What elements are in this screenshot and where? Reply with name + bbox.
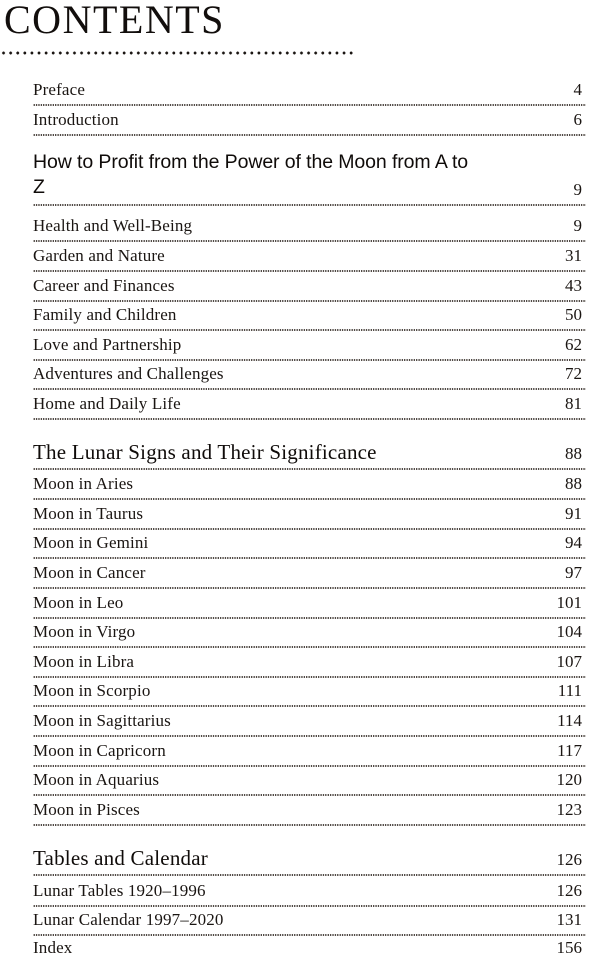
entry-label: Preface bbox=[33, 80, 86, 99]
toc-entry[interactable] bbox=[33, 335, 586, 355]
entry-label: Lunar Calendar 1997–2020 bbox=[33, 910, 224, 929]
toc-section-heading-lunar-signs[interactable] bbox=[33, 440, 586, 464]
toc-entry[interactable] bbox=[33, 533, 586, 553]
entry-page-number: 111 bbox=[557, 681, 582, 700]
toc-entry[interactable] bbox=[33, 216, 586, 236]
toc-entry[interactable] bbox=[33, 504, 586, 524]
section-page-number: 9 bbox=[573, 180, 582, 199]
section-heading-label: The Lunar Signs and Their Significance bbox=[33, 440, 377, 464]
toc-entry-index[interactable] bbox=[33, 938, 586, 958]
entry-page-number: 156 bbox=[556, 938, 582, 957]
entry-page-number: 123 bbox=[556, 800, 582, 819]
toc-entry[interactable] bbox=[33, 246, 586, 266]
entry-page-number: 4 bbox=[573, 80, 582, 99]
toc-entry[interactable] bbox=[33, 394, 586, 414]
toc-section-heading-tables[interactable] bbox=[33, 846, 586, 870]
page-title: CONTENTS bbox=[4, 0, 225, 42]
toc-entry[interactable] bbox=[33, 770, 586, 790]
toc-entry[interactable] bbox=[33, 474, 586, 494]
entry-label: Index bbox=[33, 938, 73, 957]
entry-label: Moon in Scorpio bbox=[33, 681, 151, 700]
entry-page-number: 117 bbox=[557, 741, 582, 760]
toc-entry[interactable] bbox=[33, 305, 586, 325]
entry-page-number: 101 bbox=[556, 593, 582, 612]
entry-label: Adventures and Challenges bbox=[33, 364, 224, 383]
entry-label: Lunar Tables 1920–1996 bbox=[33, 881, 206, 900]
entry-label: Moon in Leo bbox=[33, 593, 124, 612]
entry-label: Health and Well-Being bbox=[33, 216, 193, 235]
section-heading-label: Tables and Calendar bbox=[33, 846, 208, 870]
toc-entry[interactable] bbox=[33, 593, 586, 613]
entry-label: Moon in Virgo bbox=[33, 622, 136, 641]
toc-entry[interactable] bbox=[33, 276, 586, 296]
toc-entry[interactable] bbox=[33, 681, 586, 701]
entry-page-number: 81 bbox=[565, 394, 582, 413]
toc-section-heading-profit[interactable] bbox=[33, 150, 586, 200]
entry-page-number: 6 bbox=[573, 110, 582, 129]
entry-page-number: 114 bbox=[557, 711, 582, 730]
entry-page-number: 104 bbox=[556, 622, 582, 641]
entry-label: Moon in Capricorn bbox=[33, 741, 166, 760]
entry-label: Family and Children bbox=[33, 305, 177, 324]
entry-label: Love and Partnership bbox=[33, 335, 182, 354]
toc-entry-preface[interactable] bbox=[33, 80, 586, 100]
section-heading-label: How to Profit from the Power of the Moon from A to Z bbox=[33, 151, 469, 198]
entry-label: Introduction bbox=[33, 110, 119, 129]
entry-page-number: 120 bbox=[556, 770, 582, 789]
entry-label: Moon in Taurus bbox=[33, 504, 144, 523]
entry-label: Moon in Aries bbox=[33, 474, 134, 493]
entry-label: Moon in Aquarius bbox=[33, 770, 160, 789]
entry-page-number: 50 bbox=[565, 305, 582, 324]
entry-page-number: 9 bbox=[573, 216, 582, 235]
entry-page-number: 131 bbox=[556, 910, 582, 929]
entry-page-number: 62 bbox=[565, 335, 582, 354]
entry-page-number: 31 bbox=[565, 246, 582, 265]
entry-page-number: 72 bbox=[565, 364, 582, 383]
toc-entry[interactable] bbox=[33, 881, 586, 901]
entry-page-number: 43 bbox=[565, 276, 582, 295]
entry-label: Moon in Libra bbox=[33, 652, 135, 671]
entry-page-number: 107 bbox=[556, 652, 582, 671]
title-dotted-rule bbox=[0, 51, 356, 55]
toc-entry[interactable] bbox=[33, 364, 586, 384]
toc-entry[interactable] bbox=[33, 910, 586, 930]
entry-page-number: 91 bbox=[565, 504, 582, 523]
entry-page-number: 126 bbox=[556, 881, 582, 900]
entry-label: Career and Finances bbox=[33, 276, 175, 295]
entry-page-number: 97 bbox=[565, 563, 582, 582]
section-page-number: 126 bbox=[556, 850, 582, 869]
toc-entry[interactable] bbox=[33, 652, 586, 672]
toc-entry[interactable] bbox=[33, 711, 586, 731]
section-page-number: 88 bbox=[565, 444, 582, 463]
entry-label: Moon in Pisces bbox=[33, 800, 140, 819]
entry-page-number: 88 bbox=[565, 474, 582, 493]
entry-page-number: 94 bbox=[565, 533, 582, 552]
toc-entry[interactable] bbox=[33, 800, 586, 820]
entry-label: Moon in Sagittarius bbox=[33, 711, 171, 730]
toc-entry[interactable] bbox=[33, 563, 586, 583]
entry-label: Moon in Cancer bbox=[33, 563, 146, 582]
entry-label: Home and Daily Life bbox=[33, 394, 181, 413]
toc-entry-introduction[interactable] bbox=[33, 110, 586, 130]
toc-entry[interactable] bbox=[33, 622, 586, 642]
toc-entry[interactable] bbox=[33, 741, 586, 761]
entry-label: Garden and Nature bbox=[33, 246, 165, 265]
entry-label: Moon in Gemini bbox=[33, 533, 149, 552]
